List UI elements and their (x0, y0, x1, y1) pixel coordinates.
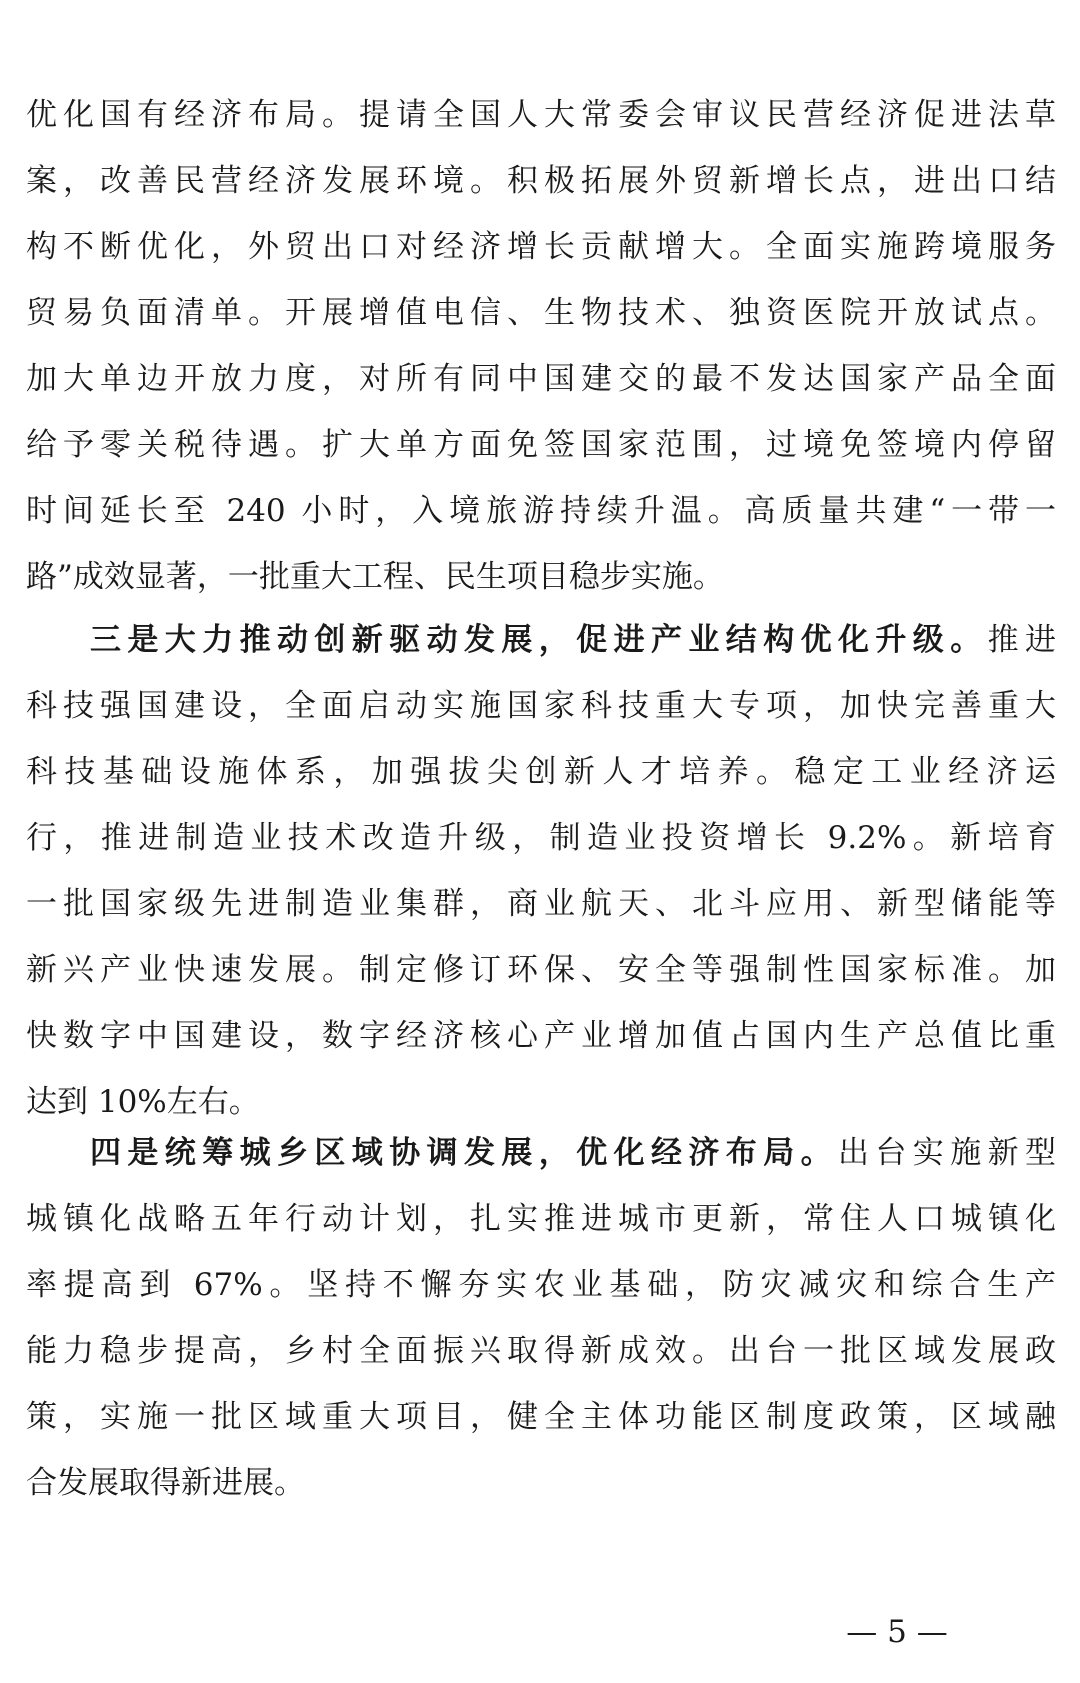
text-line: 合发展取得新进展。 (26, 1465, 305, 1501)
text-line: 时间延长至 240 小时，入境旅游持续升温。高质量共建“一带一 (26, 493, 1056, 529)
text-line: 科技基础设施体系，加强拔尖创新人才培养。稳定工业经济运 (26, 754, 1056, 790)
text-line: 给予零关税待遇。扩大单方面免签国家范围，过境免签境内停留 (26, 427, 1056, 463)
text-line: 一批国家级先进制造业集群，商业航天、北斗应用、新型储能等 (26, 886, 1056, 922)
text-line: 能力稳步提高，乡村全面振兴取得新成效。出台一批区域发展政 (26, 1333, 1056, 1369)
paragraph-innovation (26, 607, 1056, 1135)
text-line: 城镇化战略五年行动计划，扎实推进城市更新，常住人口城镇化 (26, 1201, 1056, 1237)
paragraph-urban-rural (26, 1120, 1056, 1516)
page-number: — 5 — (846, 1614, 948, 1650)
paragraph-lead-continuation: 出台实施新型 (838, 1135, 1056, 1171)
text-line: 新兴产业快速发展。制定修订环保、安全等强制性国家标准。加 (26, 952, 1056, 988)
text-line: 构不断优化，外贸出口对经济增长贡献增大。全面实施跨境服务 (26, 229, 1056, 265)
text-line: 案，改善民营经济发展环境。积极拓展外贸新增长点，进出口结 (26, 163, 1056, 199)
paragraph-lead-heading: 三是大力推动创新驱动发展，促进产业结构优化升级。 (90, 622, 988, 658)
text-line: 率提高到 67%。坚持不懈夯实农业基础，防灾减灾和综合生产 (26, 1267, 1056, 1303)
paragraph-lead-continuation: 推进 (987, 622, 1056, 658)
text-line: 路”成效显著，一批重大工程、民生项目稳步实施。 (26, 559, 724, 595)
text-line: 快数字中国建设，数字经济核心产业增加值占国内生产总值比重 (26, 1018, 1056, 1054)
text-line (26, 1120, 1056, 1186)
text-line: 行，推进制造业技术改造升级，制造业投资增长 9.2%。新培育 (26, 820, 1056, 856)
text-line: 优化国有经济布局。提请全国人大常委会审议民营经济促进法草 (26, 97, 1056, 133)
text-line: 策，实施一批区域重大项目，健全主体功能区制度政策，区域融 (26, 1399, 1056, 1435)
text-line (26, 607, 1056, 673)
text-line: 贸易负面清单。开展增值电信、生物技术、独资医院开放试点。 (26, 295, 1056, 331)
text-line: 达到 10%左右。 (26, 1084, 260, 1120)
paragraph-opening-and-trade (26, 82, 1056, 610)
text-line: 加大单边开放力度，对所有同中国建交的最不发达国家产品全面 (26, 361, 1056, 397)
text-line: 科技强国建设，全面启动实施国家科技重大专项，加快完善重大 (26, 688, 1056, 724)
paragraph-lead-heading: 四是统筹城乡区域协调发展，优化经济布局。 (90, 1135, 838, 1171)
